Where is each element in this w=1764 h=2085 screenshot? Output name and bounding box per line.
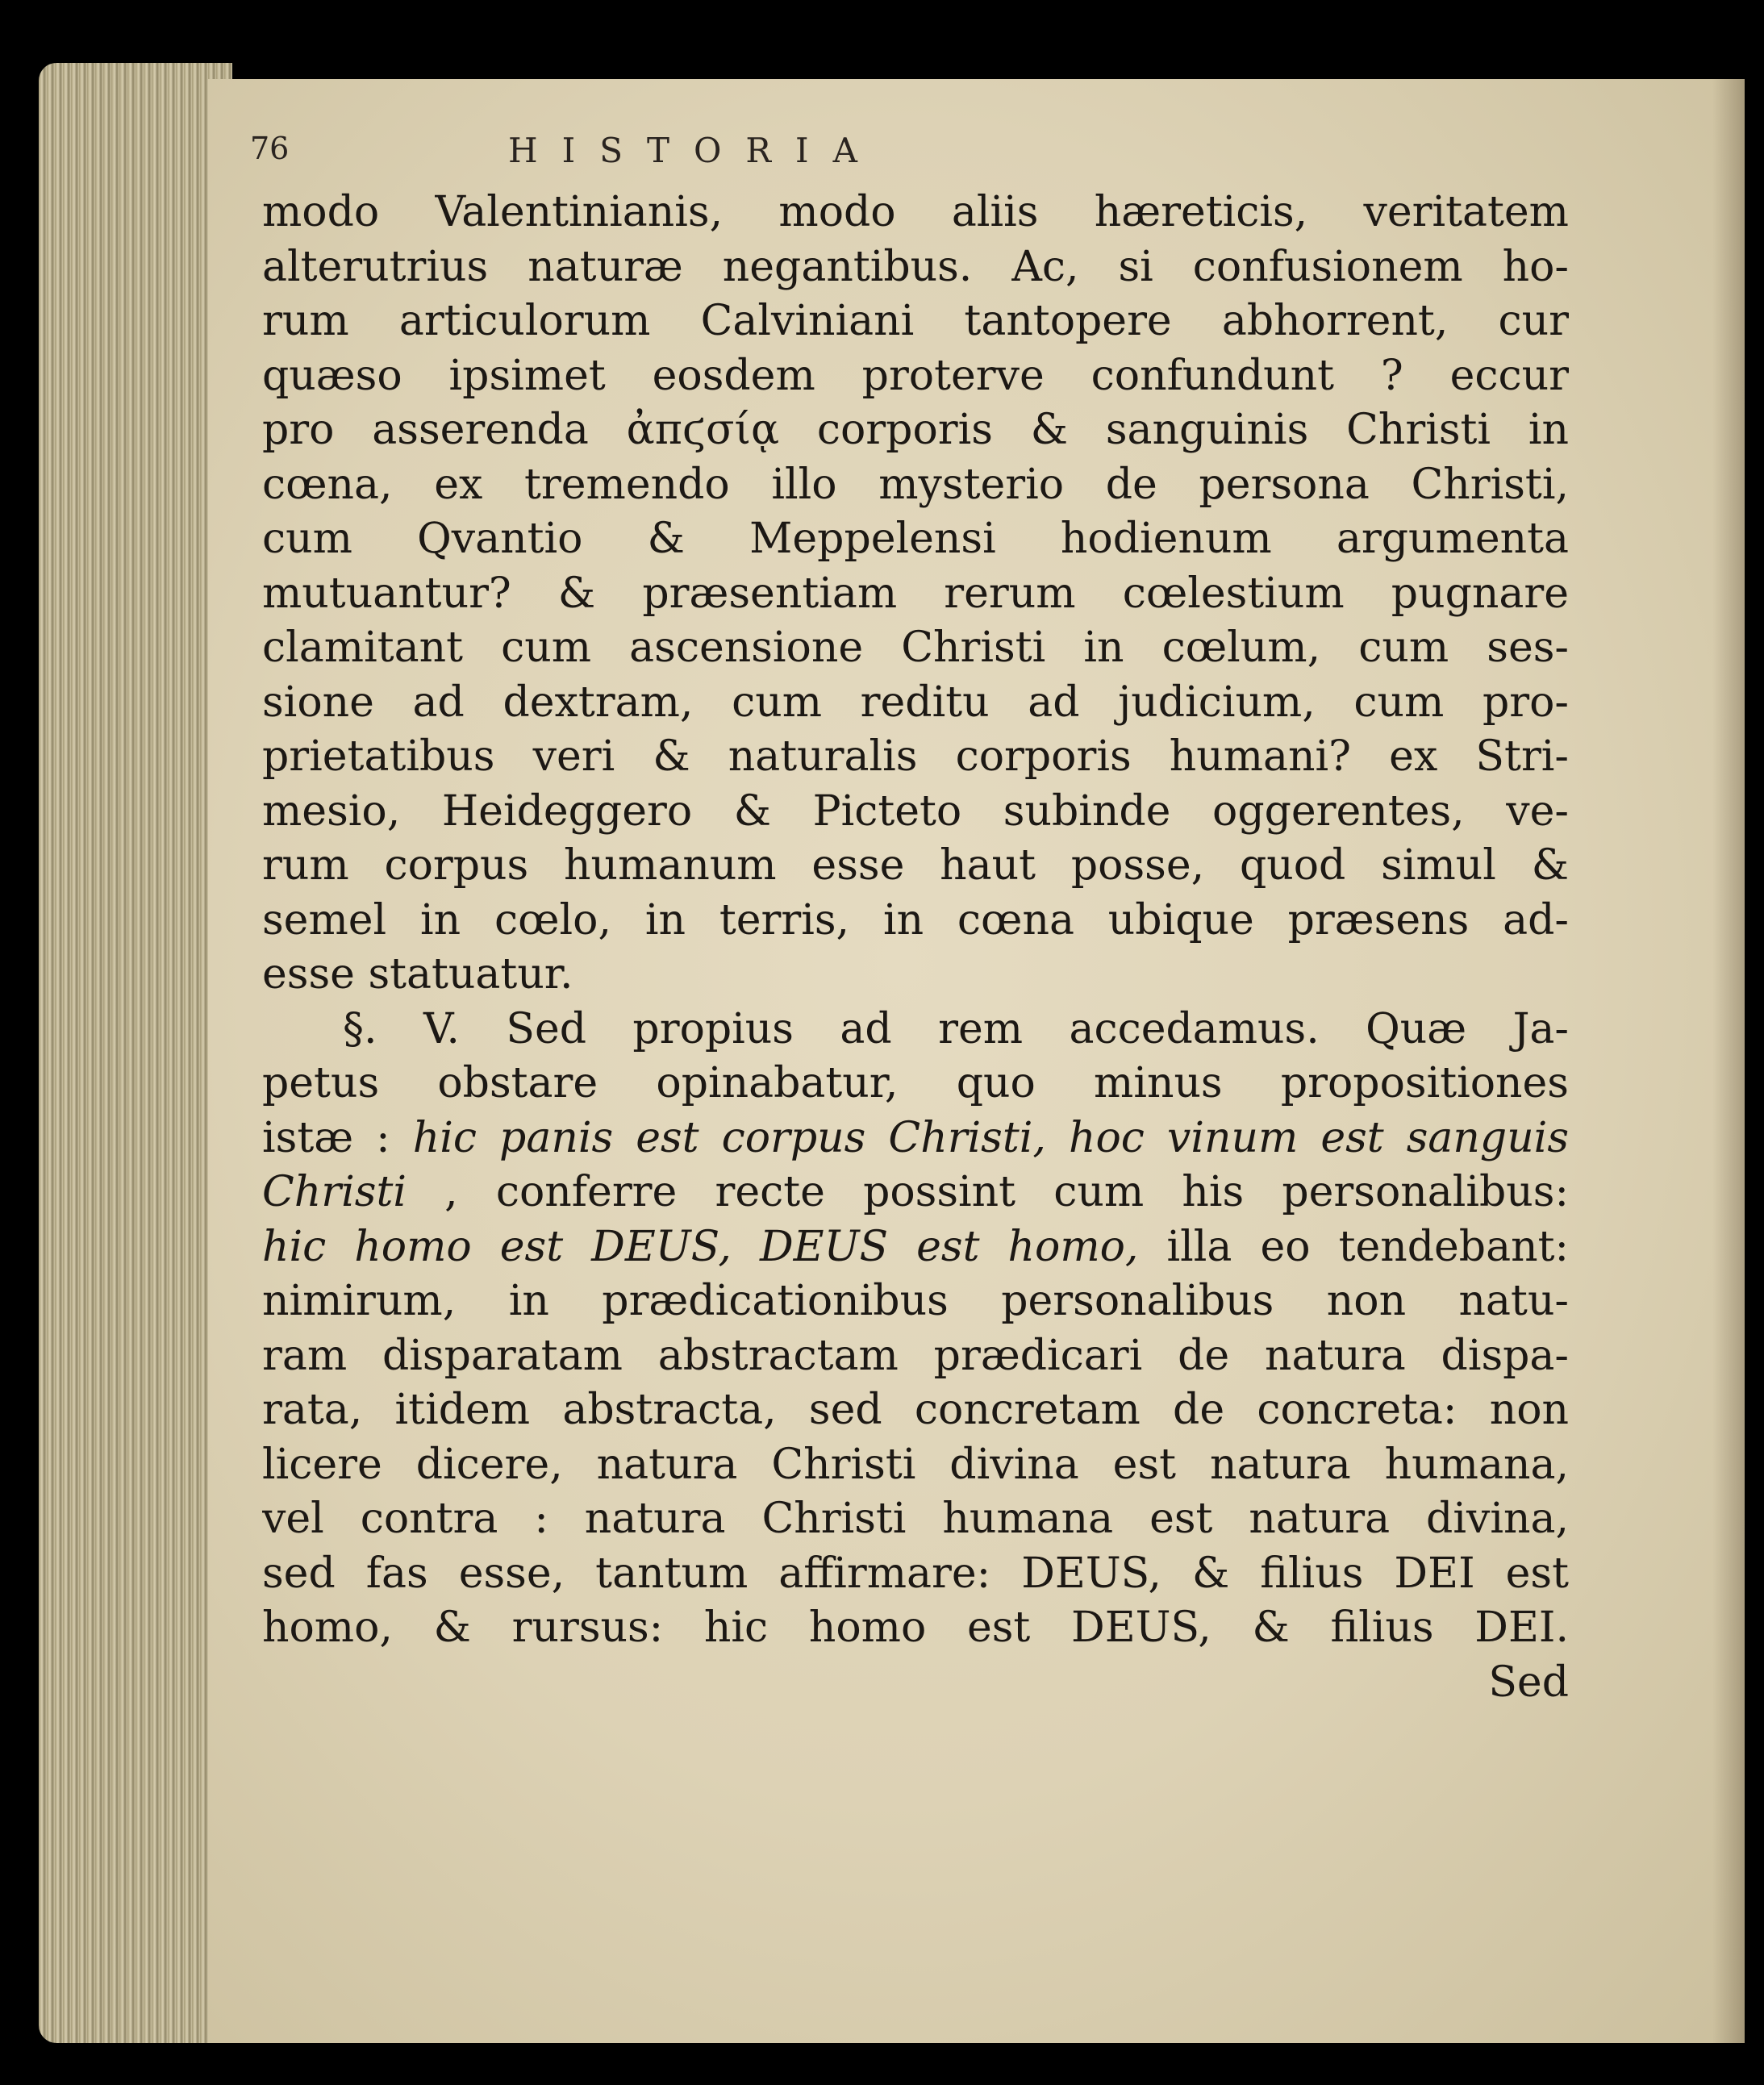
text-line: istæ : hic panis est corpus Christi, hoc vinum est sanguis	[262, 1113, 1569, 1162]
text-line: sed fas esse, tantum affirmare: DEUS, & filius DEI est	[262, 1549, 1569, 1598]
running-title: HISTORIA	[508, 131, 882, 170]
text-line: vel contra : natura Christi humana est natura divina,	[262, 1495, 1569, 1543]
text-line: pro asserenda ἀπϛσίᾳ corporis & sanguinis Christi in	[262, 406, 1569, 454]
text-line: modo Valentinianis, modo aliis hæreticis, veritatem	[262, 188, 1569, 236]
text-line: alterutrius naturæ negantibus. Ac, si confusionem ho-	[262, 242, 1569, 291]
text-block	[262, 186, 1569, 1710]
text-line: rata, itidem abstracta, sed concretam de concreta: non	[262, 1386, 1569, 1434]
italic-quote: Christi	[262, 1168, 407, 1216]
text-line: quæso ipsimet eosdem proterve confundunt ? eccur	[262, 351, 1569, 400]
page-gutter-shadow	[1712, 79, 1745, 2043]
text-line: hic homo est DEUS, DEUS est homo, illa eo tendebant:	[262, 1222, 1569, 1271]
catchword: Sed	[1488, 1658, 1569, 1707]
text-line: rum corpus humanum esse haut posse, quod simul &	[262, 841, 1569, 890]
text-line: petus obstare opinabatur, quo minus propositiones	[262, 1059, 1569, 1107]
text-line: sione ad dextram, cum reditu ad judicium, cum pro-	[262, 678, 1569, 727]
page-number: 76	[250, 131, 290, 166]
text-line: licere dicere, natura Christi divina est natura humana,	[262, 1440, 1569, 1489]
text-line: ram disparatam abstractam prædicari de natura dispa-	[262, 1331, 1569, 1380]
text-line: nimirum, in prædicationibus personalibus non natu-	[262, 1277, 1569, 1325]
text-line: cœna, ex tremendo illo mysterio de persona Christi,	[262, 460, 1569, 509]
text-line: mutuantur? & præsentiam rerum cœlestium pugnare	[262, 569, 1569, 618]
text-line: clamitant cum ascensione Christi in cœlum, cum ses-	[262, 623, 1569, 672]
text-line: Christi , conferre recte possint cum his personalibus:	[262, 1168, 1569, 1216]
italic-quote: hic panis est corpus Christi, hoc vinum est sanguis	[412, 1113, 1569, 1162]
text-line: semel in cœlo, in terris, in cœna ubique præsens ad-	[262, 895, 1569, 945]
book-page-edges	[39, 63, 232, 2043]
text-line: esse statuatur.	[262, 950, 573, 999]
section-start-line: §. V. Sed propius ad rem accedamus. Quæ Ja-	[343, 1004, 1569, 1053]
italic-quote: hic homo est DEUS, DEUS est homo,	[262, 1222, 1139, 1271]
text-line: homo, & rursus: hic homo est DEUS, & filius DEI.	[262, 1603, 1569, 1652]
text-line: cum Qvantio & Meppelensi hodienum argumenta	[262, 515, 1569, 563]
text-line: rum articulorum Calviniani tantopere abhorrent, cur	[262, 297, 1569, 345]
text-line: prietatibus veri & naturalis corporis humani? ex Stri-	[262, 732, 1569, 781]
running-head	[250, 131, 1379, 187]
text-line: mesio, Heideggero & Picteto subinde oggerentes, ve-	[262, 786, 1569, 836]
